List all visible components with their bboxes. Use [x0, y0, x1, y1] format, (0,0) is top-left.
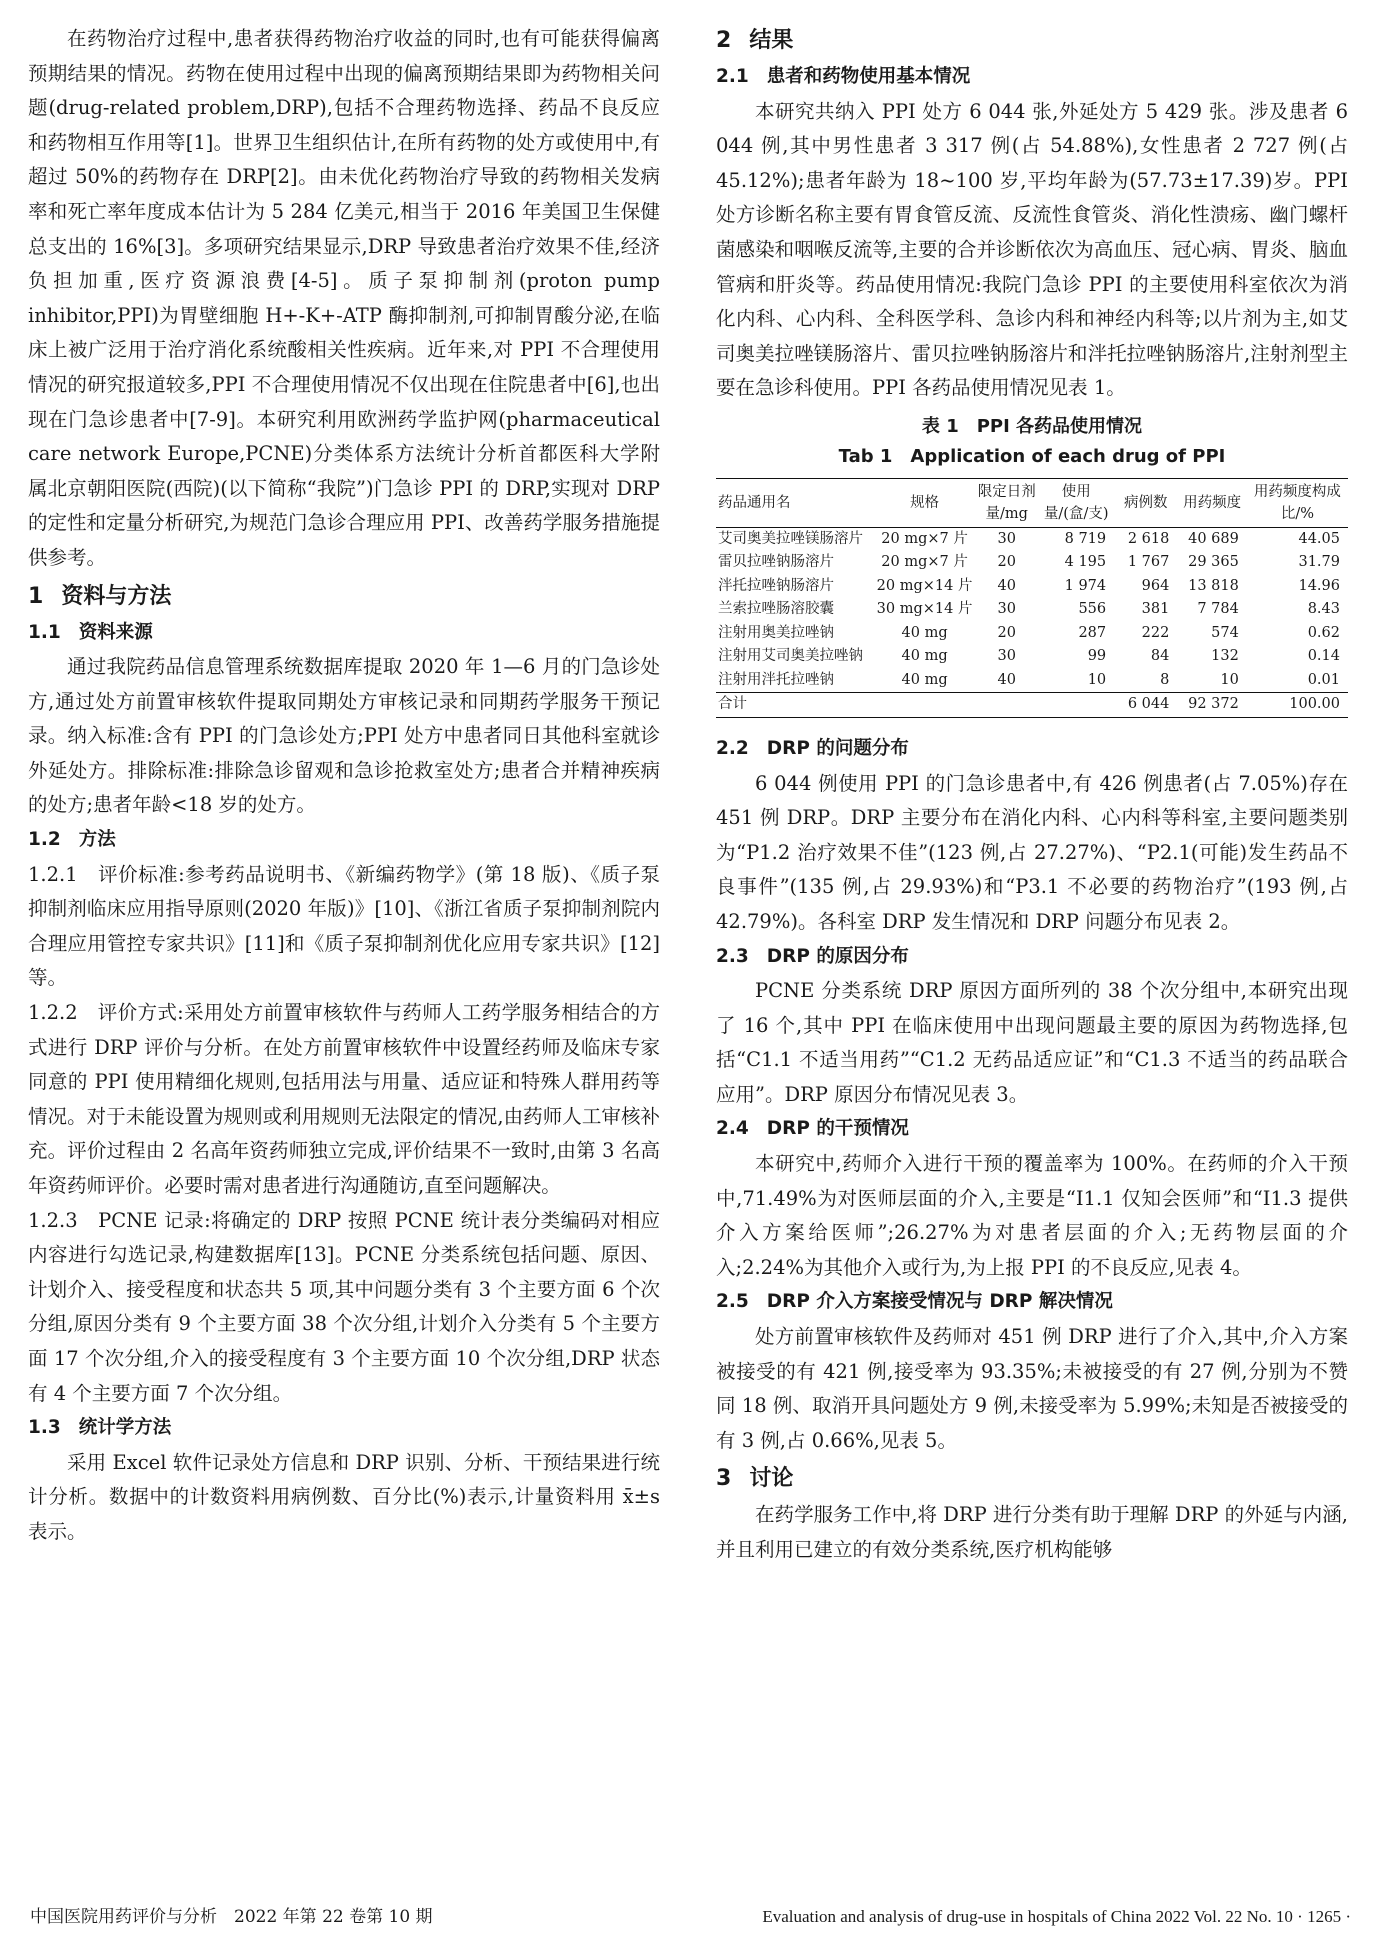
table-cell: 20 mg×14 片 — [876, 577, 973, 594]
table-row — [716, 551, 1348, 575]
section-title: 方法 — [78, 829, 116, 851]
section-number: 1 — [28, 583, 44, 609]
table-cell: 100.00 — [1289, 696, 1340, 713]
section-1-2-3-paragraph: 1.2.3 PCNE 记录:将确定的 DRP 按照 PCNE 统计表分类编码对相应内容进行勾选记录,构建数据库[13]。PCNE 分类系统包括问题、原因、计划介入、接受程度和状态共 5 项,其中问题分类有 3 个主要方面 6 个次分组,原因分类有 9 个主要方面 38 个次分组,计划介入分类有 5 个主要方面 17 个次分组,介入的接受程度有 3 个主要方面 10 个次分组,DRP 状态有 4 个主要方面 7 个次分组。 — [28, 1208, 660, 1405]
section-title: DRP 的干预情况 — [766, 1118, 909, 1140]
table-cell: 20 mg×7 片 — [881, 554, 968, 571]
table-cell: 30 mg×14 片 — [876, 601, 973, 618]
section-number: 1.3 — [28, 1417, 61, 1439]
table-cell: 注射用艾司奥美拉唑钠 — [718, 648, 863, 665]
table-cell: 泮托拉唑钠肠溶片 — [718, 577, 834, 594]
section-title: DRP 的原因分布 — [766, 945, 909, 967]
table-cell: 7 784 — [1197, 601, 1239, 618]
table-cell: 40 mg — [901, 648, 948, 665]
table-cell: 44.05 — [1298, 530, 1340, 547]
table-cell: 1 767 — [1127, 554, 1170, 571]
table-cell: 8 719 — [1064, 530, 1107, 547]
section-1-2-2-paragraph: 1.2.2 评价方式:采用处方前置审核软件与药师人工药学服务相结合的方式进行 DRP 评价与分析。在处方前置审核软件中设置经药师及临床专家同意的 PPI 使用精细化规则,包括用法与用量、适应证和特殊人群用药等情况。对于未能设置为规则或利用规则无法限定的情况,由药师人工审核补充。评价过程由 2 名高年资药师独立完成,评价结果不一致时,由第 3 名高年资药师评价。必要时需对患者进行沟通随访,直至问题解决。 — [28, 1001, 660, 1197]
table-row — [716, 527, 1348, 551]
section-2-2-heading — [716, 732, 1348, 767]
section-number: 1.2 — [28, 829, 61, 851]
table-row — [716, 575, 1348, 599]
section-title: 统计学方法 — [78, 1417, 172, 1439]
table-cell: 40 mg — [901, 624, 948, 641]
table-cell: 合计 — [718, 696, 747, 713]
section-1-2-heading — [28, 823, 660, 858]
section-1-3-paragraph: 采用 Excel 软件记录处方信息和 DRP 识别、分析、干预结果进行统计分析。数据中的计数资料用病例数、百分比(%)表示,计量资料用 x̄±s 表示。 — [28, 1450, 660, 1543]
table-header-cell: 用药频度 — [1183, 494, 1242, 511]
table-row — [716, 669, 1348, 693]
table-cell: 964 — [1141, 577, 1170, 594]
section-number: 2.4 — [716, 1118, 749, 1140]
section-1-3-heading — [28, 1411, 660, 1446]
section-2-1-paragraph: 本研究共纳入 PPI 处方 6 044 张,外延处方 5 429 张。涉及患者 6 044 例,其中男性患者 3 317 例(占 54.88%),女性患者 2 727 例(占 45.12%);患者年龄为 18~100 岁,平均年龄为(57.73±17.39)岁。PPI 处方诊断名称主要有胃食管反流、反流性食管炎、消化性溃疡、幽门螺杆菌感染和咽喉反流等,主要的合并诊断依次为高血压、冠心病、胃炎、脑血管病和肝炎等。药品使用情况:我院门急诊 PPI 的主要使用科室依次为消化内科、心内科、全科医学科、急诊内科和神经内科等;以片剂为主,如艾司奥美拉唑镁肠溶片、雷贝拉唑钠肠溶片和泮托拉唑钠肠溶片,注射剂型主要在急诊科使用。PPI 各药品使用情况见表 1。 — [716, 99, 1348, 400]
table-cell: 20 — [997, 554, 1016, 571]
table-cell: 艾司奥美拉唑镁肠溶片 — [718, 530, 863, 547]
section-2-3-paragraph: PCNE 分类系统 DRP 原因方面所列的 38 个次分组中,本研究出现了 16 个,其中 PPI 在临床使用中出现问题最主要的原因为药物选择,包括“C1.1 不适当用药”“C1.2 无药品适应证”和“C1.3 不适当的药品联合应用”。DRP 原因分布情况见表 3。 — [716, 979, 1348, 1106]
right-column — [716, 22, 1348, 1568]
section-2-5-heading — [716, 1285, 1348, 1320]
table-cell: 13 818 — [1188, 577, 1239, 594]
table-cell: 556 — [1078, 601, 1107, 618]
table-cell: 8 — [1160, 671, 1170, 688]
section-number: 3 — [716, 1466, 732, 1492]
section-2-4-heading — [716, 1112, 1348, 1147]
table-header-cell: 限定日剂量/mg — [977, 483, 1036, 522]
section-number: 2.1 — [716, 66, 749, 87]
table-cell: 30 — [997, 648, 1016, 665]
table-1-title-cn: 表 1 PPI 各药品使用情况 — [921, 415, 1143, 437]
section-title: 结果 — [749, 28, 794, 53]
table-cell: 4 195 — [1064, 554, 1107, 571]
table-row — [716, 645, 1348, 669]
table-cell: 99 — [1087, 648, 1107, 665]
table-row — [716, 598, 1348, 622]
section-title: 资料来源 — [78, 621, 153, 643]
section-number: 2 — [716, 28, 732, 53]
table-cell: 40 — [997, 671, 1016, 688]
table-cell: 40 689 — [1188, 530, 1239, 547]
table-cell: 10 — [1220, 671, 1239, 688]
section-title: 讨论 — [749, 1466, 794, 1492]
table-cell: 30 — [997, 601, 1016, 618]
section-1-1-paragraph: 通过我院药品信息管理系统数据库提取 2020 年 1—6 月的门急诊处方,通过处方前置审核软件提取同期处方审核记录和同期药学服务干预记录。纳入标准:含有 PPI 的门急诊处方;PPI 处方中患者同日其他科室就诊外延处方。排除标准:排除急诊留观和急诊抢救室处方;患者合并精神疾病的处方;患者年龄<18 岁的处方。 — [28, 655, 660, 817]
table-cell: 30 — [997, 530, 1016, 547]
table-cell: 381 — [1141, 601, 1170, 618]
table-body — [716, 527, 1348, 717]
table-cell: 20 mg×7 片 — [881, 530, 968, 547]
table-cell — [874, 693, 975, 718]
section-2-1-heading — [716, 60, 1348, 95]
table-1-title-en: Tab 1 Application of each drug of PPI — [838, 445, 1226, 467]
table-header-cell: 用药频度构成比/% — [1253, 483, 1341, 522]
table-cell: 29 365 — [1188, 554, 1239, 571]
section-2-2-paragraph: 6 044 例使用 PPI 的门急诊患者中,有 426 例患者(占 7.05%)存在 451 例 DRP。DRP 主要分布在消化内科、心内科等科室,主要问题类别为“P1.2 治疗效果不佳”(123 例,占 27.27%)、“P2.1(可能)发生药品不良事件”(135 例,占 29.93%)和“P3.1 不必要的药物治疗”(193 例,占 42.79%)。各科室 DRP 发生情况和 DRP 问题分布见表 2。 — [716, 771, 1348, 933]
table-cell: 40 mg — [901, 671, 948, 688]
table-header-cell: 规格 — [910, 494, 940, 511]
table-cell: 92 372 — [1188, 696, 1239, 713]
table-cell: 2 618 — [1127, 530, 1170, 547]
section-number: 2.5 — [716, 1291, 749, 1313]
table-cell: 222 — [1141, 624, 1170, 641]
table-cell: 574 — [1211, 624, 1239, 641]
section-number: 1.1 — [28, 621, 61, 643]
table-cell: 0.14 — [1307, 648, 1340, 665]
table-cell: 20 — [997, 624, 1016, 641]
table-total-row — [716, 693, 1348, 718]
table-header-cell: 药品通用名 — [718, 494, 791, 511]
section-title: DRP 的问题分布 — [766, 737, 909, 759]
table-header-row — [716, 478, 1348, 527]
table-cell: 注射用泮托拉唑钠 — [718, 671, 834, 688]
section-3-paragraph: 在药学服务工作中,将 DRP 进行分类有助于理解 DRP 的外延与内涵,并且利用已建立的有效分类系统,医疗机构能够 — [716, 1503, 1348, 1561]
section-1-2-1-paragraph: 1.2.1 评价标准:参考药品说明书、《新编药物学》(第 18 版)、《质子泵抑制剂临床应用指导原则(2020 年版)》[10]、《浙江省质子泵抑制剂院内合理应用管控专家共识》[11]和《质子泵抑制剂优化应用专家共识》[12]等。 — [28, 862, 660, 990]
footer-journal-en: Evaluation and analysis of drug-use in hospitals of China 2022 Vol. 22 No. 10 · 1265 · — [762, 1907, 1351, 1926]
section-1-heading — [28, 578, 660, 616]
table-cell: 6 044 — [1127, 696, 1170, 713]
section-2-5-paragraph: 处方前置审核软件及药师对 451 例 DRP 进行了介入,其中,介入方案被接受的有 421 例,接受率为 93.35%;未被接受的有 27 例,分别为不赞同 18 例、取消开具问题处方 9 例,未接受率为 5.99%;未知是否被接受的有 3 例,占 0.66%,见表 5。 — [716, 1325, 1348, 1452]
table-cell: 兰索拉唑肠溶胶囊 — [718, 601, 834, 618]
table-cell: 84 — [1150, 648, 1170, 665]
section-number: 2.2 — [716, 737, 749, 759]
section-2-heading — [716, 22, 1348, 60]
table-cell — [975, 693, 1038, 718]
table-row — [716, 622, 1348, 646]
table-cell: 0.62 — [1307, 624, 1340, 641]
table-cell: 40 — [997, 577, 1016, 594]
section-title: 患者和药物使用基本情况 — [766, 66, 971, 87]
section-title: 资料与方法 — [61, 583, 172, 609]
section-title: DRP 介入方案接受情况与 DRP 解决情况 — [766, 1291, 1113, 1313]
table-cell: 31.79 — [1298, 554, 1340, 571]
table-header-cell: 病例数 — [1123, 494, 1168, 511]
table-cell: 14.96 — [1298, 577, 1340, 594]
table-cell — [1038, 693, 1114, 718]
table-cell: 1 974 — [1064, 577, 1107, 594]
table-cell: 雷贝拉唑钠肠溶片 — [718, 554, 834, 571]
table-cell: 10 — [1087, 671, 1107, 688]
table-cell: 注射用奥美拉唑钠 — [718, 624, 834, 641]
table-cell: 0.01 — [1307, 671, 1340, 688]
intro-paragraph: 在药物治疗过程中,患者获得药物治疗收益的同时,也有可能获得偏离预期结果的情况。药物在使用过程中出现的偏离预期结果即为药物相关问题(drug-related problem,DRP),包括不合理药物选择、药品不良反应和药物相互作用等[1]。世界卫生组织估计,在所有药物的处方或使用中,有超过 50%的药物存在 DRP[2]。由未优化药物治疗导致的药物相关发病率和死亡率年度成本估计为 5 284 亿美元,相当于 2016 年美国卫生保健总支出的 16%[3]。多项研究结果显示,DRP 导致患者治疗效果不佳,经济负担加重,医疗资源浪费[4-5]。质子泵抑制剂(proton pump inhibitor,PPI)为胃壁细胞 H+-K+-ATP 酶抑制剂,可抑制胃酸分泌,在临床上被广泛用于治疗消化系统酸相关性疾病。近年来,对 PPI 不合理使用情况的研究报道较多,PPI 不合理使用情况不仅出现在住院患者中[6],也出现在门急诊患者中[7-9]。本研究利用欧洲药学监护网(pharmaceutical care network Europe,PCNE)分类体系方法统计分析首都医科大学附属北京朝阳医院(西院)(以下简称“我院”)门急诊 PPI 的 DRP,实现对 DRP 的定性和定量分析研究,为规范门急诊合理应用 PPI、改善药学服务措施提供参考。 — [28, 27, 660, 569]
table-cell: 132 — [1211, 648, 1239, 665]
footer-journal-cn: 中国医院用药评价与分析 2022 年第 22 卷第 10 期 — [30, 1907, 433, 1927]
table-cell: 287 — [1078, 624, 1107, 641]
table-cell: 8.43 — [1307, 601, 1340, 618]
section-number: 2.3 — [716, 945, 749, 967]
section-2-4-paragraph: 本研究中,药师介入进行干预的覆盖率为 100%。在药师的介入干预中,71.49%为对医师层面的介入,主要是“I1.1 仅知会医师”和“I1.3 提供介入方案给医师”;26.27%为对患者层面的介入;无药物层面的介入;2.24%为其他介入或行为,为上报 PPI 的不良反应,见表 4。 — [716, 1152, 1348, 1279]
section-2-3-heading — [716, 940, 1348, 975]
table-header-cell: 使用量/(盒/支) — [1043, 483, 1109, 522]
section-3-heading — [716, 1460, 1348, 1498]
section-1-1-heading — [28, 616, 660, 651]
left-column — [28, 22, 660, 1550]
table-1 — [716, 478, 1348, 718]
